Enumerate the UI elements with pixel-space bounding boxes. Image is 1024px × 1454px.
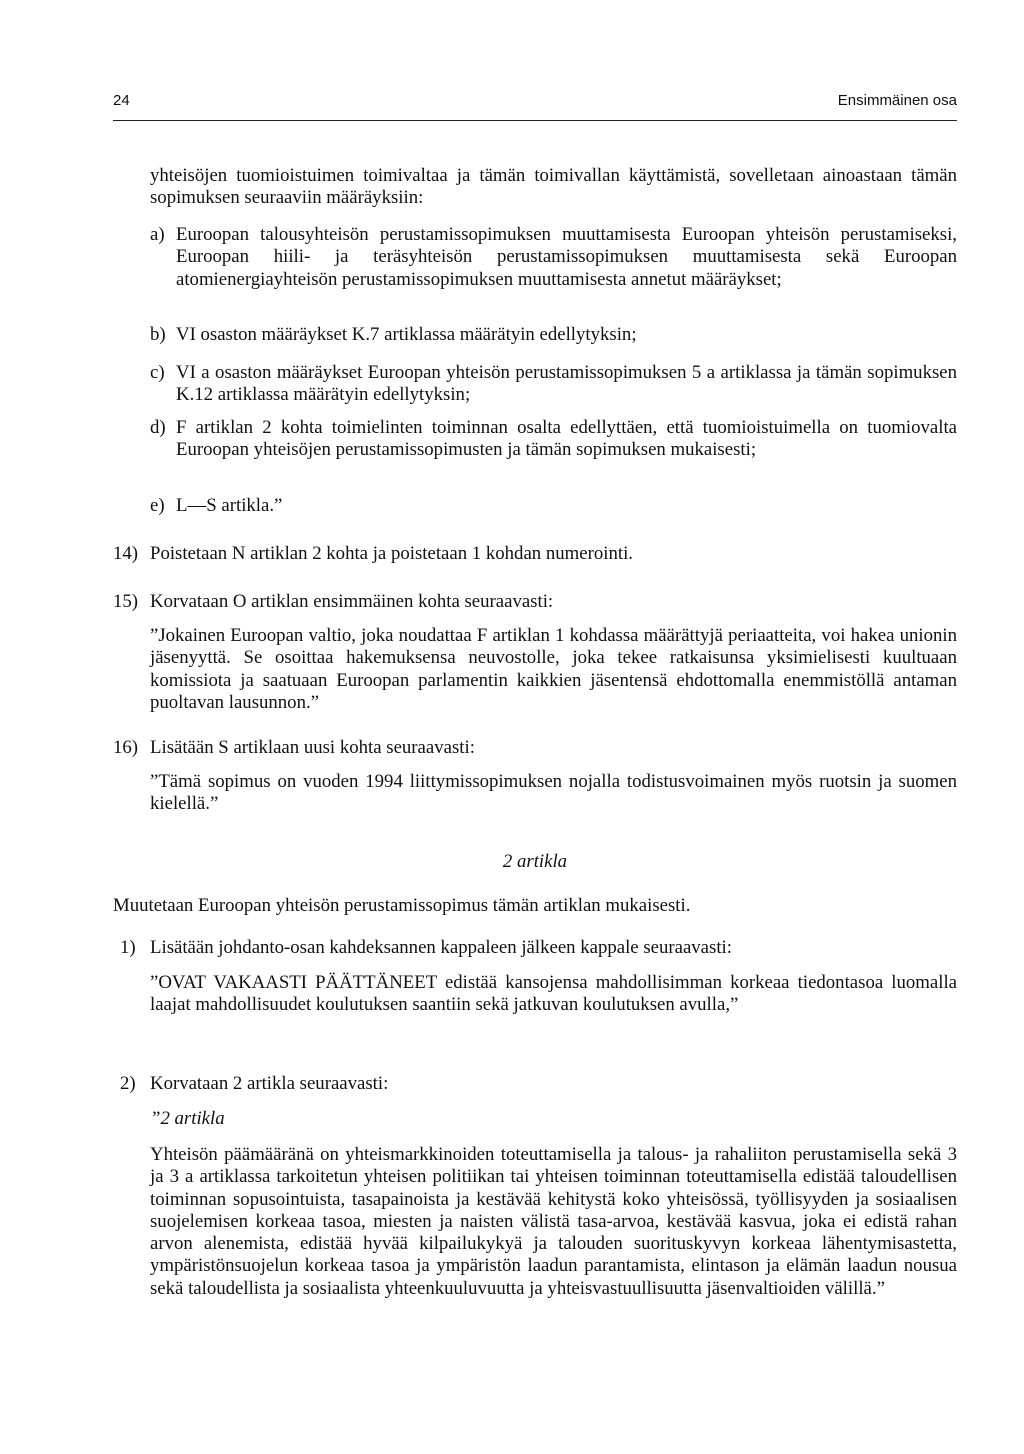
item-15-text: Korvataan O artiklan ensimmäinen kohta seuraavasti:: [150, 591, 554, 612]
a2-item-2-subheading: ”2 artikla: [150, 1108, 225, 1129]
article-2-heading: 2 artikla: [502, 851, 568, 872]
item-15-label: 15): [113, 591, 139, 612]
a2-item-1-text: Lisätään johdanto-osan kahdeksannen kappaleen jälkeen kappale seuraavasti:: [150, 937, 732, 958]
page-number: 24: [113, 92, 130, 109]
list-label-c: c): [150, 362, 165, 383]
a2-item-1-label: 1): [120, 937, 136, 958]
page-header: [113, 92, 957, 121]
item-14-text: Poistetaan N artiklan 2 kohta ja poistetaan 1 kohdan numerointi.: [150, 543, 633, 564]
list-item-b: VI osaston määräykset K.7 artiklassa määrätyin edellytyksin;: [176, 324, 637, 345]
list-item-c: VI a osaston määräykset Euroopan yhteisön perustamissopimuksen 5 a artiklassa ja tämän sopimuksen K.12 artiklassa määrätyin edellytyksin;: [176, 362, 957, 406]
list-item-a: Euroopan talousyhteisön perustamissopimuksen muuttamisesta Euroopan yhteisön perustamiseksi, Euroopan hiili- ja teräsyhteisön perustamissopimuksen muuttamisesta sekä Euroopan atomienergiayhteisön perustamissopimuksen muuttamisesta annetut määräykset;: [176, 224, 957, 290]
item-16-quote: ”Tämä sopimus on vuoden 1994 liittymissopimuksen nojalla todistusvoimainen myös ruotsin ja suomen kielellä.”: [150, 771, 957, 815]
list-item-e: L—S artikla.”: [176, 495, 283, 516]
item-15-quote: ”Jokainen Euroopan valtio, joka noudattaa F artiklan 1 kohdassa määrättyjä periaatteita, voi hakea unionin jäsenyyttä. Se osoittaa hakemuksensa neuvostolle, joka tekee ratkaisunsa yksimielisesti kuultuaan komissiota ja saatuaan Euroopan parlamentin kaikkien jäsentensä ehdottomalla enemmistöllä antaman puoltavan lausunnon.”: [150, 625, 957, 713]
a2-item-2-quote: Yhteisön päämääränä on yhteismarkkinoiden toteuttamisella ja talous- ja rahaliiton perustamisella sekä 3 ja 3 a artiklassa tarkoitetun yhteisen politiikan tai yhteisen toiminnan toteuttamisella edistää taloudellisen toiminnan sopusointuista, tasapainoista ja kestävää kehitystä koko yhteisössä, työllisyyden ja sosiaalisen suojelemisen korkeaa tasoa, miesten ja naisten välistä tasa-arvoa, kestävää kasvua, joka ei edistä rahan arvon alenemista, edistää hyvää kilpailukykyä ja talouden suorituskyvyn korkeaa lähentymisastetta, ympäristönsuojelun korkeaa tasoa ja ympäristön laadun parantamista, elintason ja elämän laadun nousua sekä taloudellista ja sosiaalista yhteenkuuluvuutta ja yhteisvastuullisuutta jäsenvaltioiden välillä.”: [150, 1144, 957, 1299]
list-label-e: e): [150, 495, 165, 516]
running-title: Ensimmäinen osa: [837, 92, 957, 109]
list-label-b: b): [150, 324, 166, 345]
item-16-label: 16): [113, 737, 139, 758]
list-label-a: a): [150, 224, 165, 245]
item-16-text: Lisätään S artiklaan uusi kohta seuraavasti:: [150, 737, 475, 758]
a2-item-2-label: 2): [120, 1073, 136, 1094]
item-14-label: 14): [113, 543, 139, 564]
list-item-d: F artiklan 2 kohta toimielinten toiminnan osalta edellyttäen, että tuomioistuimella on tuomiovalta Euroopan yhteisöjen perustamissopimusten ja tämän sopimuksen mukaisesti;: [176, 417, 957, 461]
a2-item-1-quote: ”OVAT VAKAASTI PÄÄTTÄNEET edistää kansojensa mahdollisimman korkeaa tiedontasoa luomalla laajat mahdollisuudet koulutuksen saantiin sekä jatkuvan koulutuksen avulla,”: [150, 972, 957, 1016]
intro-paragraph: yhteisöjen tuomioistuimen toimivaltaa ja tämän toimivallan käyttämistä, sovelletaan ainoastaan tämän sopimuksen seuraaviin määräyksiin:: [150, 165, 957, 209]
article-2-intro: Muutetaan Euroopan yhteisön perustamissopimus tämän artiklan mukaisesti.: [113, 895, 691, 916]
list-label-d: d): [150, 417, 166, 438]
a2-item-2-text: Korvataan 2 artikla seuraavasti:: [150, 1073, 389, 1094]
